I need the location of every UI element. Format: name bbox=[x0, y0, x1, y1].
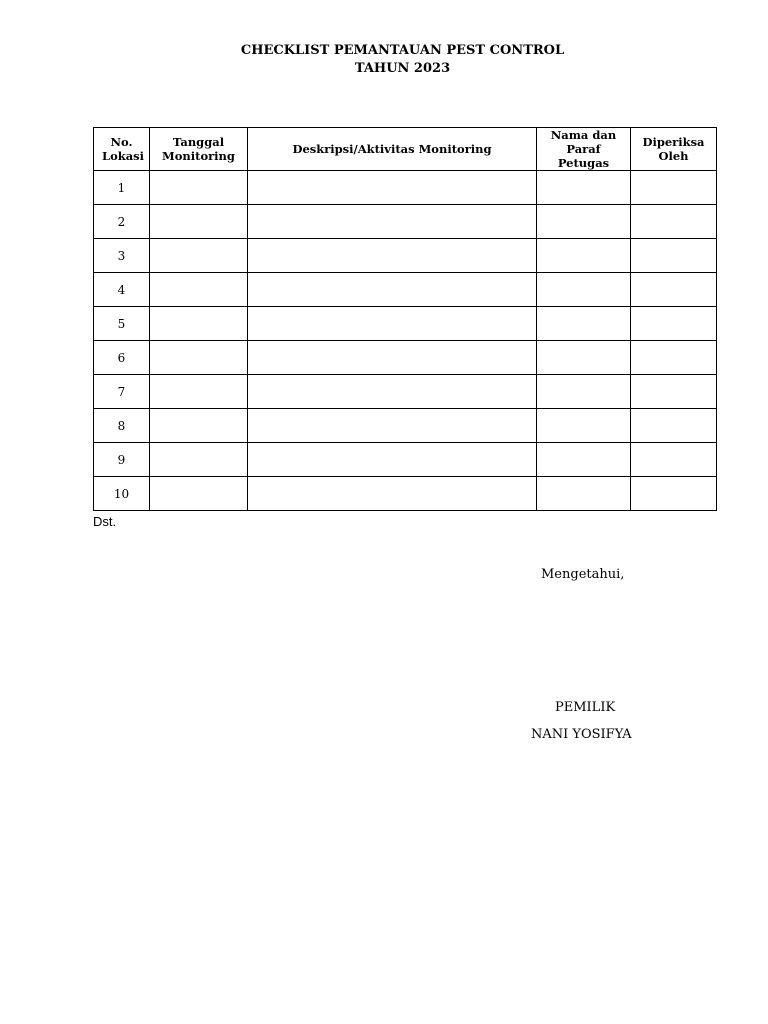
cell-no: 6 bbox=[94, 341, 150, 375]
cell-diperiksa bbox=[631, 273, 717, 307]
cell-no: 7 bbox=[94, 375, 150, 409]
cell-no: 4 bbox=[94, 273, 150, 307]
table-row bbox=[94, 307, 717, 341]
cell-deskripsi bbox=[248, 375, 537, 409]
header-diperiksa-label: Diperiksa Oleh bbox=[642, 135, 705, 163]
cell-diperiksa bbox=[631, 205, 717, 239]
cell-deskripsi bbox=[248, 307, 537, 341]
cell-petugas bbox=[537, 307, 631, 341]
cell-petugas bbox=[537, 443, 631, 477]
cell-tanggal bbox=[150, 239, 248, 273]
header-deskripsi-label: Deskripsi/Aktivitas Monitoring bbox=[292, 142, 492, 156]
cell-deskripsi bbox=[248, 171, 537, 205]
cell-petugas bbox=[537, 205, 631, 239]
table-header-row bbox=[94, 128, 717, 171]
cell-deskripsi bbox=[248, 205, 537, 239]
table-row bbox=[94, 443, 717, 477]
cell-petugas bbox=[537, 375, 631, 409]
table-row bbox=[94, 477, 717, 511]
cell-petugas bbox=[537, 341, 631, 375]
acknowledged-label: Mengetahui, bbox=[541, 567, 625, 582]
cell-tanggal bbox=[150, 409, 248, 443]
cell-deskripsi bbox=[248, 239, 537, 273]
cell-tanggal bbox=[150, 341, 248, 375]
cell-tanggal bbox=[150, 171, 248, 205]
header-no-lokasi-label: No. Lokasi bbox=[102, 135, 145, 163]
header-tanggal bbox=[150, 128, 248, 171]
cell-deskripsi bbox=[248, 409, 537, 443]
cell-diperiksa bbox=[631, 477, 717, 511]
cell-petugas bbox=[537, 477, 631, 511]
cell-diperiksa bbox=[631, 409, 717, 443]
header-petugas bbox=[537, 128, 631, 171]
table-row bbox=[94, 239, 717, 273]
cell-no: 1 bbox=[94, 171, 150, 205]
table-row bbox=[94, 375, 717, 409]
header-diperiksa bbox=[631, 128, 717, 171]
table-row bbox=[94, 341, 717, 375]
table-row bbox=[94, 205, 717, 239]
continuation-note: Dst. bbox=[93, 514, 117, 529]
header-tanggal-label: Tanggal Monitoring bbox=[162, 135, 235, 163]
cell-diperiksa bbox=[631, 239, 717, 273]
cell-no: 3 bbox=[94, 239, 150, 273]
cell-diperiksa bbox=[631, 171, 717, 205]
document-year: TAHUN 2023 bbox=[354, 61, 451, 76]
table-row bbox=[94, 409, 717, 443]
cell-petugas bbox=[537, 273, 631, 307]
signer-role: PEMILIK bbox=[555, 700, 616, 715]
cell-deskripsi bbox=[248, 443, 537, 477]
header-deskripsi bbox=[248, 128, 537, 171]
signer-name: NANI YOSIFYA bbox=[531, 727, 632, 742]
cell-diperiksa bbox=[631, 341, 717, 375]
header-petugas-label: Nama dan Paraf Petugas bbox=[550, 128, 617, 170]
cell-deskripsi bbox=[248, 341, 537, 375]
header-no-lokasi bbox=[94, 128, 150, 171]
cell-diperiksa bbox=[631, 375, 717, 409]
cell-no: 2 bbox=[94, 205, 150, 239]
checklist-table bbox=[93, 127, 717, 511]
cell-tanggal bbox=[150, 477, 248, 511]
cell-tanggal bbox=[150, 375, 248, 409]
cell-tanggal bbox=[150, 205, 248, 239]
cell-no: 5 bbox=[94, 307, 150, 341]
cell-tanggal bbox=[150, 443, 248, 477]
cell-deskripsi bbox=[248, 273, 537, 307]
cell-no: 8 bbox=[94, 409, 150, 443]
document-title: CHECKLIST PEMANTAUAN PEST CONTROL bbox=[240, 43, 565, 58]
cell-diperiksa bbox=[631, 443, 717, 477]
cell-deskripsi bbox=[248, 477, 537, 511]
cell-petugas bbox=[537, 171, 631, 205]
table-row bbox=[94, 171, 717, 205]
cell-tanggal bbox=[150, 307, 248, 341]
cell-petugas bbox=[537, 239, 631, 273]
cell-petugas bbox=[537, 409, 631, 443]
table-row bbox=[94, 273, 717, 307]
cell-no: 10 bbox=[94, 477, 150, 511]
table-body bbox=[94, 171, 717, 511]
cell-no: 9 bbox=[94, 443, 150, 477]
cell-tanggal bbox=[150, 273, 248, 307]
cell-diperiksa bbox=[631, 307, 717, 341]
